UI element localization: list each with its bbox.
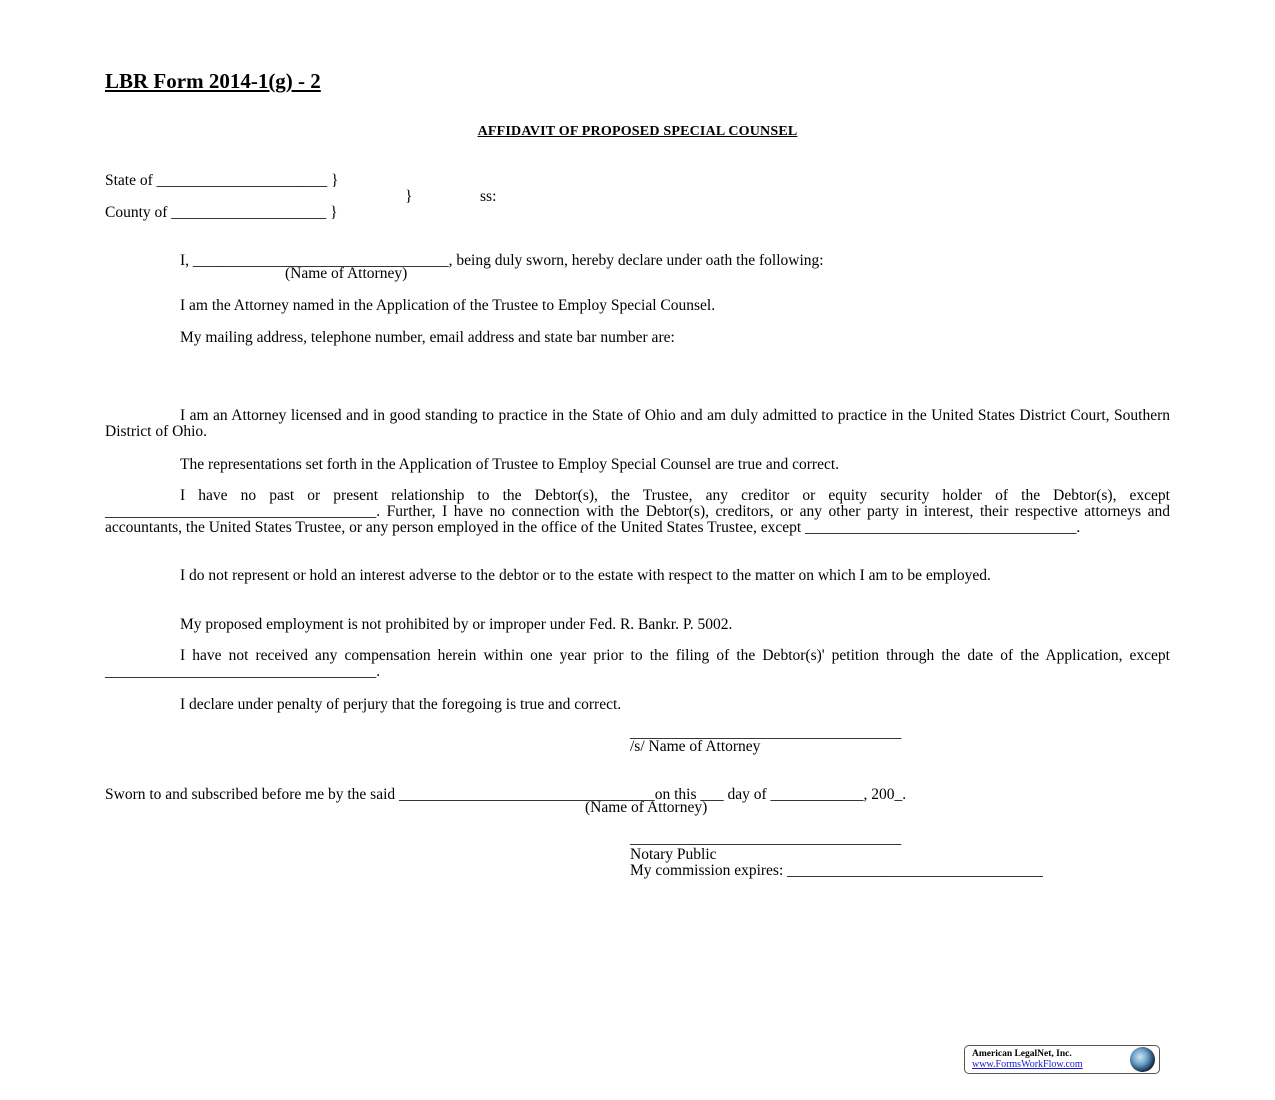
paragraph-perjury: I declare under penalty of perjury that the foregoing is true and correct. <box>180 696 622 713</box>
document-title: AFFIDAVIT OF PROPOSED SPECIAL COUNSEL <box>477 124 798 139</box>
venue-ss: ss: <box>480 188 497 205</box>
paragraph-representations: The representations set forth in the Application of Trustee to Employ Special Counsel are true and correct. <box>180 456 840 473</box>
signature-line: ___________________________________ <box>630 724 902 741</box>
company-name: American LegalNet, Inc. <box>972 1049 1072 1059</box>
paragraph-adverse-interest-text: I do not represent or hold an interest adverse to the debtor or to the estate with respect to the matter on which I am to be employed. <box>180 567 991 584</box>
footer-logo[interactable] <box>964 1045 1160 1074</box>
form-number: LBR Form 2014-1(g) - 2 <box>105 69 321 93</box>
paragraph-attorney-named: I am the Attorney named in the Application of the Trustee to Employ Special Counsel. <box>180 297 716 314</box>
notary-label: Notary Public <box>630 846 717 863</box>
jurat-caption: (Name of Attorney) <box>585 799 708 816</box>
paragraph-contact-info: My mailing address, telephone number, email address and state bar number are: <box>180 329 675 346</box>
notary-signature-line: ___________________________________ <box>630 830 902 847</box>
globe-icon <box>1130 1047 1155 1072</box>
declarant-line: I, _________________________________, being duly sworn, hereby declare under oath the following: <box>180 252 824 269</box>
paragraph-adverse-interest <box>105 568 1170 584</box>
signature-label: /s/ Name of Attorney <box>630 738 761 755</box>
venue-state: State of ______________________ } <box>105 172 339 189</box>
jurat-line: Sworn to and subscribed before me by the said _________________________________on this ___ day of ____________, 200_. <box>105 786 907 803</box>
paragraph-employment: My proposed employment is not prohibited by or improper under Fed. R. Bankr. P. 5002. <box>180 616 733 633</box>
venue-county: County of ____________________ } <box>105 204 338 221</box>
paragraph-licensed <box>105 408 1170 440</box>
paragraph-licensed-text: I am an Attorney licensed and in good standing to practice in the State of Ohio and am duly admitted to practice in the United States District Court, Southern District of Ohio. <box>105 407 1170 440</box>
venue-brace: } <box>405 188 413 205</box>
commission-expires: My commission expires: _________________________________ <box>630 862 1043 879</box>
company-url-link[interactable]: www.FormsWorkFlow.com <box>972 1059 1083 1070</box>
paragraph-compensation <box>105 648 1170 680</box>
paragraph-compensation-text: I have not received any compensation herein within one year prior to the filing of the Debtor(s)' petition through the date of the Application, except ___________________________________. <box>105 647 1170 680</box>
declarant-caption: (Name of Attorney) <box>285 265 408 282</box>
paragraph-relationships-text: I have no past or present relationship to the Debtor(s), the Trustee, any creditor or equity security holder of the Debtor(s), except ___________________________________. Further, I have no connection with the Debtor(s), creditors, or any other party in interest, their respective attorneys and accountants, the United States Trustee, or any person employed in the office of the United States Trustee, except ___________________________________. <box>105 487 1170 536</box>
paragraph-relationships <box>105 488 1170 536</box>
